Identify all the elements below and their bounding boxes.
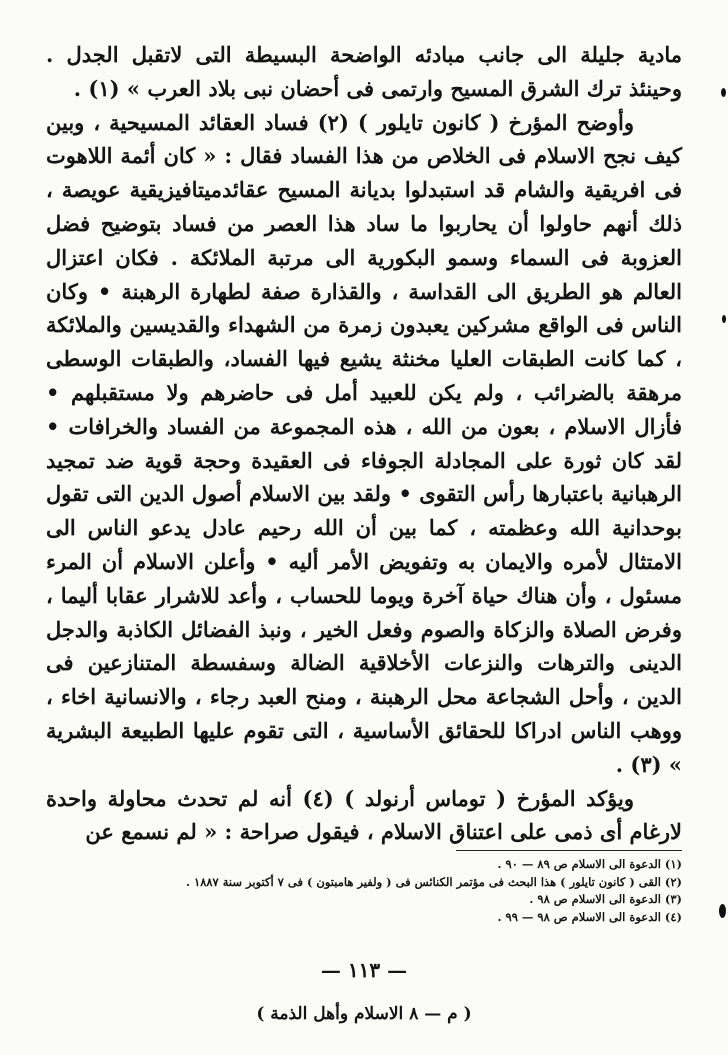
footnote-4: (٤) الدعوة الى الاسلام ص ٩٨ — ٩٩ . <box>497 909 682 924</box>
footnote-3: (٣) الدعوة الى الاسلام ص ٩٨ . <box>529 892 682 906</box>
paragraph-1: مادية جليلة الى جانب مبادئه الواضحة البسيطة التى لاتقبل الجدل . وحينئذ ترك الشرق المسيح وارتمى فى أحضان نبى بلاد العرب » (١) . <box>46 42 682 101</box>
margin-mark <box>721 88 726 97</box>
footnote-1: (١) الدعوة الى الاسلام ص ٨٩ — ٩٠ . <box>497 857 682 871</box>
signature-line: ( م — ٨ الاسلام وأهل الذمة ) <box>256 1004 472 1024</box>
footnotes <box>86 856 682 926</box>
margin-mark <box>722 315 726 323</box>
page-number: — ١١٣ — <box>320 958 408 982</box>
footnote-separator <box>456 850 682 851</box>
footnote-2: (٢) القى ( كانون تايلور ) هذا البحث فى مؤتمر الكنائس فى ( ولفير هامبتون ) فى ٧ أكتوبر سنة ١٨٨٧ . <box>186 874 682 889</box>
paragraph-2: وأوضح المؤرخ ( كانون تايلور ) (٢) فساد العقائد المسيحية ، وبين كيف نجح الاسلام فى الخلاص من هذا الفساد فقال : « كان أئمة اللاهوت فى افريقية والشام قد استبدلوا بديانة المسيح عقائدميتافيزيقية عويصة ، ذلك أنهم حاولوا أن يحاربوا ما ساد هذا العصر من فساد بتوضيح فضل العزوبة فى السماء وسمو البكورية الى مرتبة الملائكة . فكان اعتزال العالم هو الطريق الى القداسة ، والقذارة صفة لطهارة الرهبنة • وكان الناس فى الواقع مشركين يعبدون زمرة من الشهداء والقديسين والملائكة ، كما كانت الطبقات العليا مخنثة يشيع فيها الفساد، والطبقات الوسطى مرهقة بالضرائب ، ولم يكن للعبيد أمل فى حاضرهم ولا مستقبلهم • فأزال الاسلام ، بعون من الله ، هذه المجموعة من الفساد والخرافات • لقد كان ثورة على المجادلة الجوفاء فى العقيدة وحجة قوية ضد تمجيد الرهبانية باعتبارها رأس التقوى • ولقد بين الاسلام أصول الدين التى تقول بوحدانية الله وعظمته ، كما بين أن الله رحيم عادل يدعو الناس الى الامتثال لأمره والايمان به وتفويض الأمر أليه • وأعلن الاسلام أن المرء مسئول ، وأن هناك حياة آخرة ويوما للحساب ، وأعد للاشرار عقابا أليما ، وفرض الصلاة والزكاة والصوم وفعل الخير ، ونبذ الفضائل الكاذبة والدجل الدينى والترهات والنزعات الأخلاقية الضالة وسفسطة المتنازعين فى الدين ، وأحل الشجاعة محل الرهبنة ، ومنح العبد رجاء ، والانسانية اخاء ، ووهب الناس ادراكا للحقائق الأساسية ، التى تقوم عليها الطبيعة البشرية » (٣) . <box>46 109 682 777</box>
paragraph-3: ويؤكد المؤرخ ( توماس أرنولد ) (٤) أنه لم تحدث محاولة واحدة لارغام أى ذمى على اعتناق الاسلام ، فيقول صراحة : « لم نسمع عن <box>46 785 682 845</box>
body-text <box>46 38 682 849</box>
margin-mark <box>719 904 726 918</box>
